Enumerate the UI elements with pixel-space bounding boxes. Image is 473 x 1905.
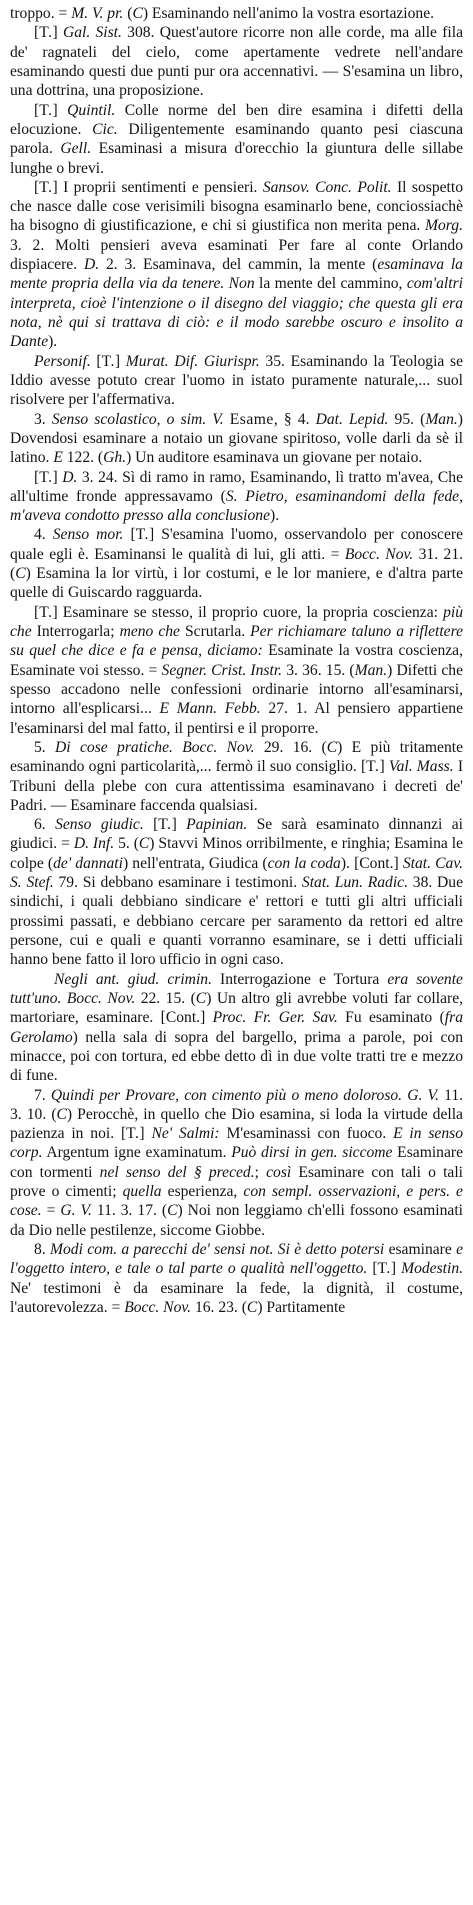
paragraph-giudizi-criminali: Negli ant. giud. crimin. Interrogazione e Tortura era sovente tutt'uno. Bocc. Nov. 22. 15. (C) Un altro gli avrebbe voluti far collare, martoriare, esaminare. [Cont.] Proc. Fr. Ger. Sav. Fu esaminato (fra Gerolamo) nella sala di sopra del bargello, prima a parole, poi con minacce, poi con tortura, ed ebbe detto dì in due volte tratti tre e mezzo di fune. [10,970,464,1085]
paragraph-personificazione: Personif. [T.] Murat. Dif. Giurispr. 35. Esaminando la Teologia se Iddio avesse potuto crear l'uomo in istato puramente naturale,... suol risolvere per l'affermativa. [10,352,464,409]
paragraph-sense-5: 5. Di cose pratiche. Bocc. Nov. 29. 16. (C) E più tritamente esaminando ogni particolarità,... fermò il suo consiglio. [T.] Val. Mass. I Tribuni della plebe con cura attentissima esaminavano i decreti de' Padri. — Esaminare faccenda qualsiasi. [10,738,464,814]
paragraph-sense-6: 6. Senso giudic. [T.] Papinian. Se sarà esaminato dinnanzi ai giudici. = D. Inf. 5. (C) Stavvi Minos orribilmente, e ringhia; Esamina le colpe (de' dannati) nell'entrata, Giudica (con la coda). [Cont.] Stat. Cav. S. Stef. 79. Si debbano esaminare i testimoni. Stat. Lun. Radic. 38. Due sindichi, i quali debbiano sindicare e' rettori e tutti gli altri ufficiali prossimi passati, e debbiano cercare per saramento da rettori ed altre persone, cui e quali e quanti vorranno esaminare, se i detti ufficiali hanno bene fatto il loro ufficio in ogni caso. [10,816,464,969]
paragraph-sense-7: 7. Quindi per Provare, con cimento più o meno doloroso. G. V. 11. 3. 10. (C) Perocchè, in quello che Dio esamina, si loda la virtude della pazienza in noi. [T.] Ne' Salmi: M'esaminassi con fuoco. E in senso corp. Argentum igne examinatum. Può dirsi in gen. siccome Esaminare con tormenti nel senso del § preced.; così Esaminare con tali o tali prove o cimenti; quella esperienza, con sempl. osservazioni, e pers. e cose. = G. V. 11. 3. 17. (C) Noi non leggiamo ch'elli fossono esaminati da Dio nelle pestilenze, siccome Giobbe. [10,1086,464,1239]
paragraph-coscienza: [T.] Esaminare se stesso, il proprio cuore, la propria coscienza: più che Interrogarla; meno che Scrutarla. Per richiamare taluno a riflettere su quel che dice e fa e pensa, diciamo: Esaminate la vostra coscienza, Esaminate voi stesso. = Segner. Crist. Instr. 3. 36. 15. (Man.) Difetti che spesso accadono nelle confessioni ordinarie intorno all'esaminarsi, intorno all'esplicarsi... E Mann. Febb. 27. 1. Al pensiero appartiene l'esaminarsi del mal fatto, il pentirsi e il proporre. [10,603,463,737]
paragraph-sense-4: 4. Senso mor. [T.] S'esamina l'uomo, osservandolo per conoscere quale egli è. Esaminansi le qualità di lui, gli atti. = Bocc. Nov. 31. 21. (C) Esamina la lor virtù, i lor costumi, e le lor maniere, e d'altra parte quelle di Guiscardo ragguarda. [10,526,464,602]
paragraph-sense-3: 3. Senso scolastico, o sim. V. Esame, § 4. Dat. Lepid. 95. (Man.) Dovendosi esaminare a notaio un giovane spiritoso, volle darli da sè il latino. E 122. (Gh.) Un auditore esaminava un giovane per notaio. [10,410,463,467]
paragraph-dante-paradiso: [T.] D. 3. 24. Sì di ramo in ramo, Esaminando, lì tratto m'avea, Che all'ultime fronde appressavamo (S. Pietro, esaminandomi della fede, m'aveva condotto presso alla conclusione). [10,468,463,525]
paragraph-sense-8: 8. Modi com. a parecchi de' sensi not. Si è detto potersi esaminare e l'oggetto intero, e tale o tal parte o qualità nell'oggetto. [T.] Modestin. Ne' testimoni è da esaminare la fede, la dignità, il costume, l'autorevolezza. = Bocc. Nov. 16. 23. (C) Partitamente [10,1241,464,1316]
paragraph-intro: troppo. = M. V. pr. (C) Esaminando nell'animo la vostra esortazione. [10,5,435,22]
paragraph-quintiliano: [T.] Quintil. Colle norme del ben dire esamina i difetti della elocuzione. Cic. Diligentemente esaminando quanto pesi ciascuna parola. Gell. Esaminasi a misura d'orecchio la giuntura delle sillabe lunghe o brevi. [10,101,464,177]
paragraph-galileo: [T.] Gal. Sist. 308. Quest'autore ricorre non alle corde, ma alle fila de' ragnateli del cielo, come apertamente vedrete nell'andare esaminando questi due punti pur ora accennativi. — S'esamina un libro, una dottrina, una proposizione. [10,24,463,100]
paragraph-sansovino: [T.] I proprii sentimenti e pensieri. Sansov. Conc. Polit. Il sospetto che nasce dalle cose verisimili bisogna esaminarlo bene, conciossiachè ha bisogno di giustificazione, e chi si giustifica non merita pena. Morg. 3. 2. Molti pensieri aveva esaminati Per fare al conte Orlando dispiacere. D. 2. 3. Esaminava, del cammin, la mente (esaminava la mente propria della via da tenere. Non la mente del cammino, com'altri interpreta, cioè l'intenzione o il disegno del viaggio; che questa gli era nota, nè qui si trattava di ciò: e il modo sarebbe oscuro e insolito a Dante). [10,178,464,351]
